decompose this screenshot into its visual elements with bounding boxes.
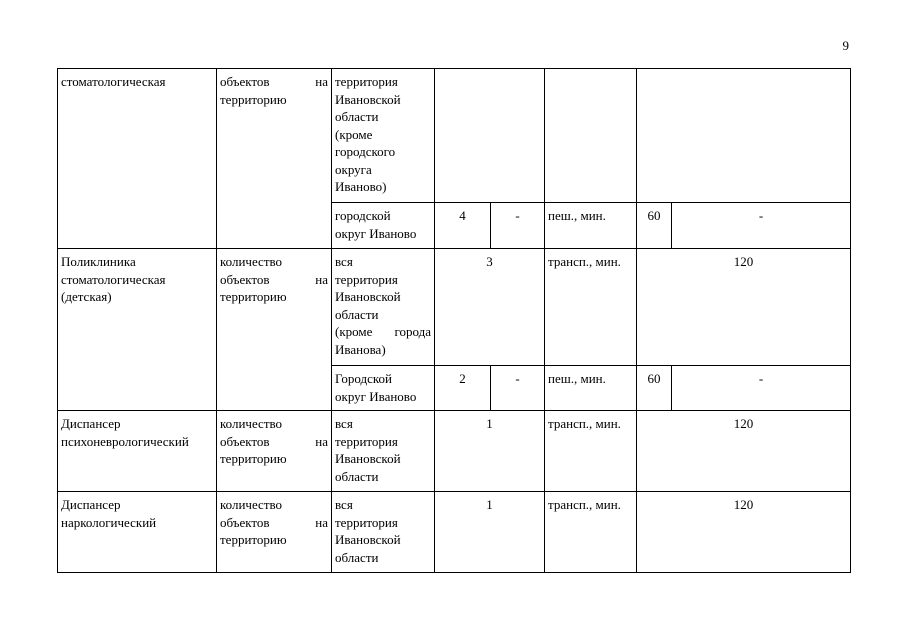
- territory-cell: [332, 366, 435, 411]
- territory-line: Ивановской: [335, 532, 401, 547]
- minutes-cell: 60: [637, 366, 672, 411]
- territory-line: области: [335, 109, 379, 124]
- indicator-line: территорию: [220, 91, 287, 107]
- territory-line: области: [335, 306, 379, 322]
- table-row: [58, 492, 851, 573]
- territory-line: Ивановской: [335, 91, 401, 107]
- unit-cell: пеш., мин.: [545, 203, 637, 249]
- territory-line: вся: [335, 254, 353, 269]
- value-cell: [435, 69, 545, 203]
- indicator-line: территорию: [220, 532, 287, 547]
- dash-cell: -: [672, 203, 851, 249]
- territory-cell: [332, 411, 435, 492]
- value-cell: 3: [435, 249, 545, 366]
- territory-line: Иваново): [335, 179, 387, 194]
- facility-name-line: психоневрологический: [61, 433, 189, 449]
- page-number: 9: [842, 38, 849, 53]
- facility-name-cell: [58, 69, 217, 249]
- minutes-cell: 60: [637, 203, 672, 249]
- territory-cell: [332, 69, 435, 203]
- unit-cell: трансп., мин.: [545, 411, 637, 492]
- territory-line: Ивановской: [335, 451, 401, 466]
- unit-cell: трансп., мин.: [545, 249, 637, 366]
- facility-name-line: стоматологическая: [61, 74, 166, 89]
- value-cell: 2: [435, 366, 491, 411]
- territory-line: территория: [335, 514, 398, 530]
- facility-name-cell: [58, 492, 217, 573]
- dash-cell: -: [491, 366, 545, 411]
- territory-line: (кроме: [335, 126, 373, 142]
- territory-cell: [332, 203, 435, 249]
- value-cell: 1: [435, 492, 545, 573]
- indicator-line: количество: [220, 254, 283, 269]
- dash-cell: -: [672, 366, 851, 411]
- indicator-line: объектов на: [220, 433, 328, 449]
- indicator-cell: [217, 69, 332, 249]
- territory-line: области: [335, 468, 379, 484]
- facility-name-cell: [58, 411, 217, 492]
- territory-line: Иванова): [335, 341, 386, 357]
- indicator-line: территорию: [220, 289, 287, 304]
- unit-cell: [545, 69, 637, 203]
- facility-name-line: Поликлиника: [61, 254, 136, 269]
- table-row: [58, 411, 851, 492]
- indicator-cell: [217, 249, 332, 411]
- value-cell: 4: [435, 203, 491, 249]
- indicator-cell: [217, 411, 332, 492]
- indicator-cell: [217, 492, 332, 573]
- facility-name-line: Диспансер: [61, 497, 121, 512]
- facility-name-line: наркологический: [61, 514, 157, 530]
- territory-line: территория: [335, 271, 398, 287]
- minutes-cell: [637, 69, 851, 203]
- indicator-line: количество: [220, 497, 283, 512]
- minutes-cell: 120: [637, 492, 851, 573]
- facility-name-cell: [58, 249, 217, 411]
- territory-line: области: [335, 549, 379, 565]
- unit-cell: трансп., мин.: [545, 492, 637, 573]
- territory-line: городского: [335, 144, 396, 159]
- value-cell: 1: [435, 411, 545, 492]
- territory-line: округ Иваново: [335, 388, 417, 404]
- territory-cell: [332, 249, 435, 366]
- unit-cell: пеш., мин.: [545, 366, 637, 411]
- indicator-line: объектов на: [220, 74, 328, 89]
- territory-cell: [332, 492, 435, 573]
- territory-line: городской: [335, 208, 391, 223]
- territory-line: (кроме города: [335, 324, 431, 339]
- norms-table: [57, 68, 851, 573]
- dash-cell: -: [491, 203, 545, 249]
- territory-line: округ Иваново: [335, 225, 417, 241]
- minutes-cell: 120: [637, 249, 851, 366]
- territory-line: вся: [335, 416, 353, 431]
- territory-line: территория: [335, 74, 398, 89]
- indicator-line: количество: [220, 416, 283, 431]
- facility-name-line: Диспансер: [61, 416, 121, 431]
- territory-line: округа: [335, 161, 372, 177]
- territory-line: территория: [335, 433, 398, 449]
- facility-name-line: (детская): [61, 289, 112, 304]
- territory-line: Ивановской: [335, 289, 401, 304]
- table-row: [58, 69, 851, 203]
- indicator-line: территорию: [220, 451, 287, 466]
- table-row: [58, 249, 851, 366]
- indicator-line: объектов на: [220, 514, 328, 530]
- territory-line: Городской: [335, 371, 392, 386]
- facility-name-line: стоматологическая: [61, 271, 166, 287]
- minutes-cell: 120: [637, 411, 851, 492]
- indicator-line: объектов на: [220, 271, 328, 287]
- territory-line: вся: [335, 497, 353, 512]
